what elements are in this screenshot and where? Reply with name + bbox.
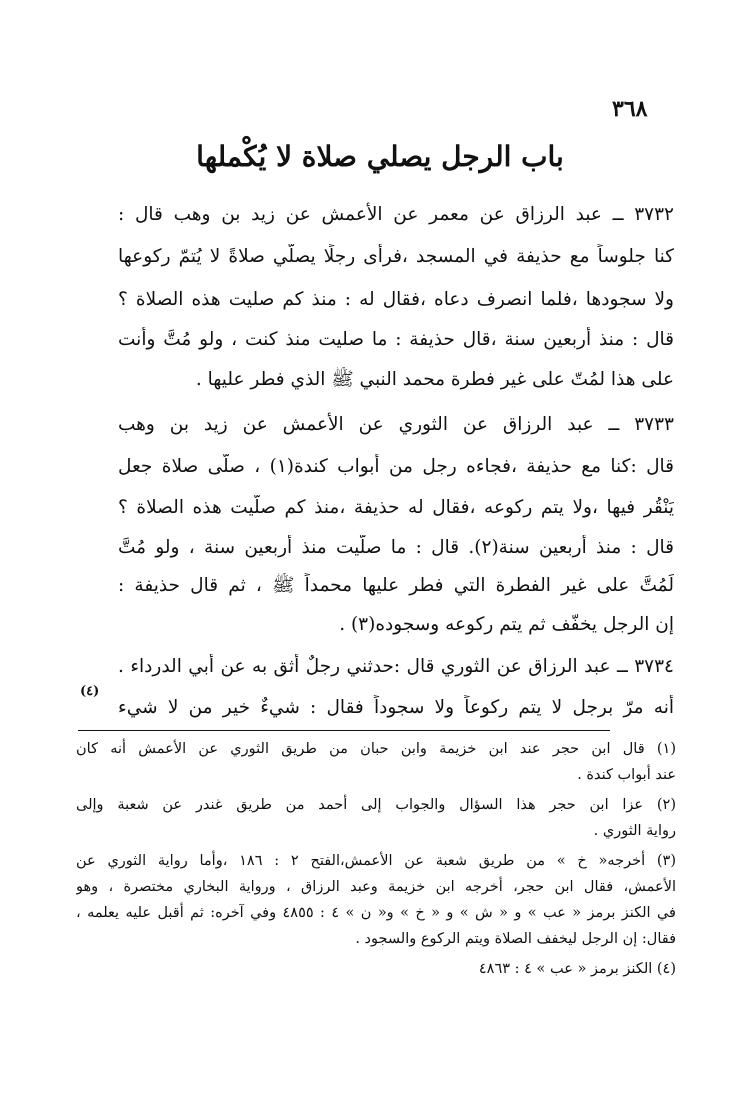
chapter-heading: باب الرجل يصلي صلاة لا يُكْملها	[196, 140, 564, 173]
footnote-line: الأعمش، فقال ابن حجر، أخرجه ابن خزيمة وعبد الرزاق ، ورواية البخاري مختصرة ، وهو	[76, 879, 676, 895]
text-line: إن الرجل يخفّف ثم يتم ركوعه وسجوده(٣) .	[339, 614, 674, 635]
footnote-line: فقال: إن الرجل ليخفف الصلاة ويتم الركوع والسجود .	[355, 931, 676, 947]
text-line: ٣٧٣٣ ــ عبد الرزاق عن الثوري عن الأعمش عن زيد بن وهب	[118, 414, 674, 435]
text-line: قال : منذ أربعين سنة ،قال حذيفة : ما صليت منذ كنت ، ولو مُتَّ وأنت	[118, 329, 674, 350]
footnote-divider	[78, 730, 610, 731]
text-line: لَمُتَّ على غير الفطرة التي فطر عليها محمداً ﷺ ، ثم قال حذيفة :	[118, 575, 674, 596]
footnote-line: في الكنز برمز « عب » و « ش » و « خ » و« ن » ٤ : ٤٨٥٥ وفي آخره: ثم أقبل عليه يعلمه ،	[76, 905, 676, 921]
footnote-line: رواية الثوري .	[593, 823, 676, 839]
text-line: ٣٧٣٤ ــ عبد الرزاق عن الثوري قال :حدثني رجلٌ أثق به عن أبي الدرداء .	[118, 656, 674, 677]
text-line: على هذا لمُتّ على غير فطرة محمد النبي ﷺ الذي فطر عليها .	[195, 369, 674, 390]
footnote-line: (٤) الكنز برمز « عب » ٤ : ٤٨٦٣	[478, 961, 676, 977]
footnote-line: (٣) أخرجه« خ » من طريق شعبة عن الأعمش،الفتح ٢ : ١٨٦ ،وأما رواية الثوري عن	[76, 853, 676, 869]
text-line: ولا سجودها ،فلما انصرف دعاه ،فقال له : منذ كم صليت هذه الصلاة ؟	[118, 289, 674, 310]
text-line: يَنْقُر فيها ،ولا يتم ركوعه ،فقال له حذيفة ،منذ كم صلّيت هذه الصلاة ؟	[118, 497, 674, 518]
page-number: ٣٦٨	[612, 96, 648, 122]
footnote-line: (١) قال ابن حجر عند ابن خزيمة وابن حبان من طريق الثوري عن الأعمش أنه كان	[76, 741, 676, 757]
footnote-line: (٢) عزا ابن حجر هذا السؤال والجواب إلى أحمد من طريق غندر عن شعبة وإلى	[76, 797, 676, 813]
text-line: كنا جلوساً مع حذيفة في المسجد ،فرأى رجلًا يصلّي صلاةً لا يُتمّ ركوعها	[118, 246, 674, 267]
text-line: قال :كنا مع حذيفة ،فجاءه رجل من أبواب كندة(١) ، صلّى صلاة جعل	[118, 456, 674, 477]
text-line: أنه مرّ برجل لا يتم ركوعاً ولا سجوداً فقال : شيءٌ خير من لا شيء	[118, 697, 674, 718]
text-line: ٣٧٣٢ ــ عبد الرزاق عن معمر عن الأعمش عن زيد بن وهب قال :	[118, 204, 674, 225]
text-line: قال : منذ أربعين سنة(٢). قال : ما صلّيت منذ أربعين سنة ، ولو مُتَّ	[118, 537, 674, 558]
footnote-marker: (٤)	[80, 684, 100, 699]
footnote-line: عند أبواب كندة .	[577, 767, 676, 783]
